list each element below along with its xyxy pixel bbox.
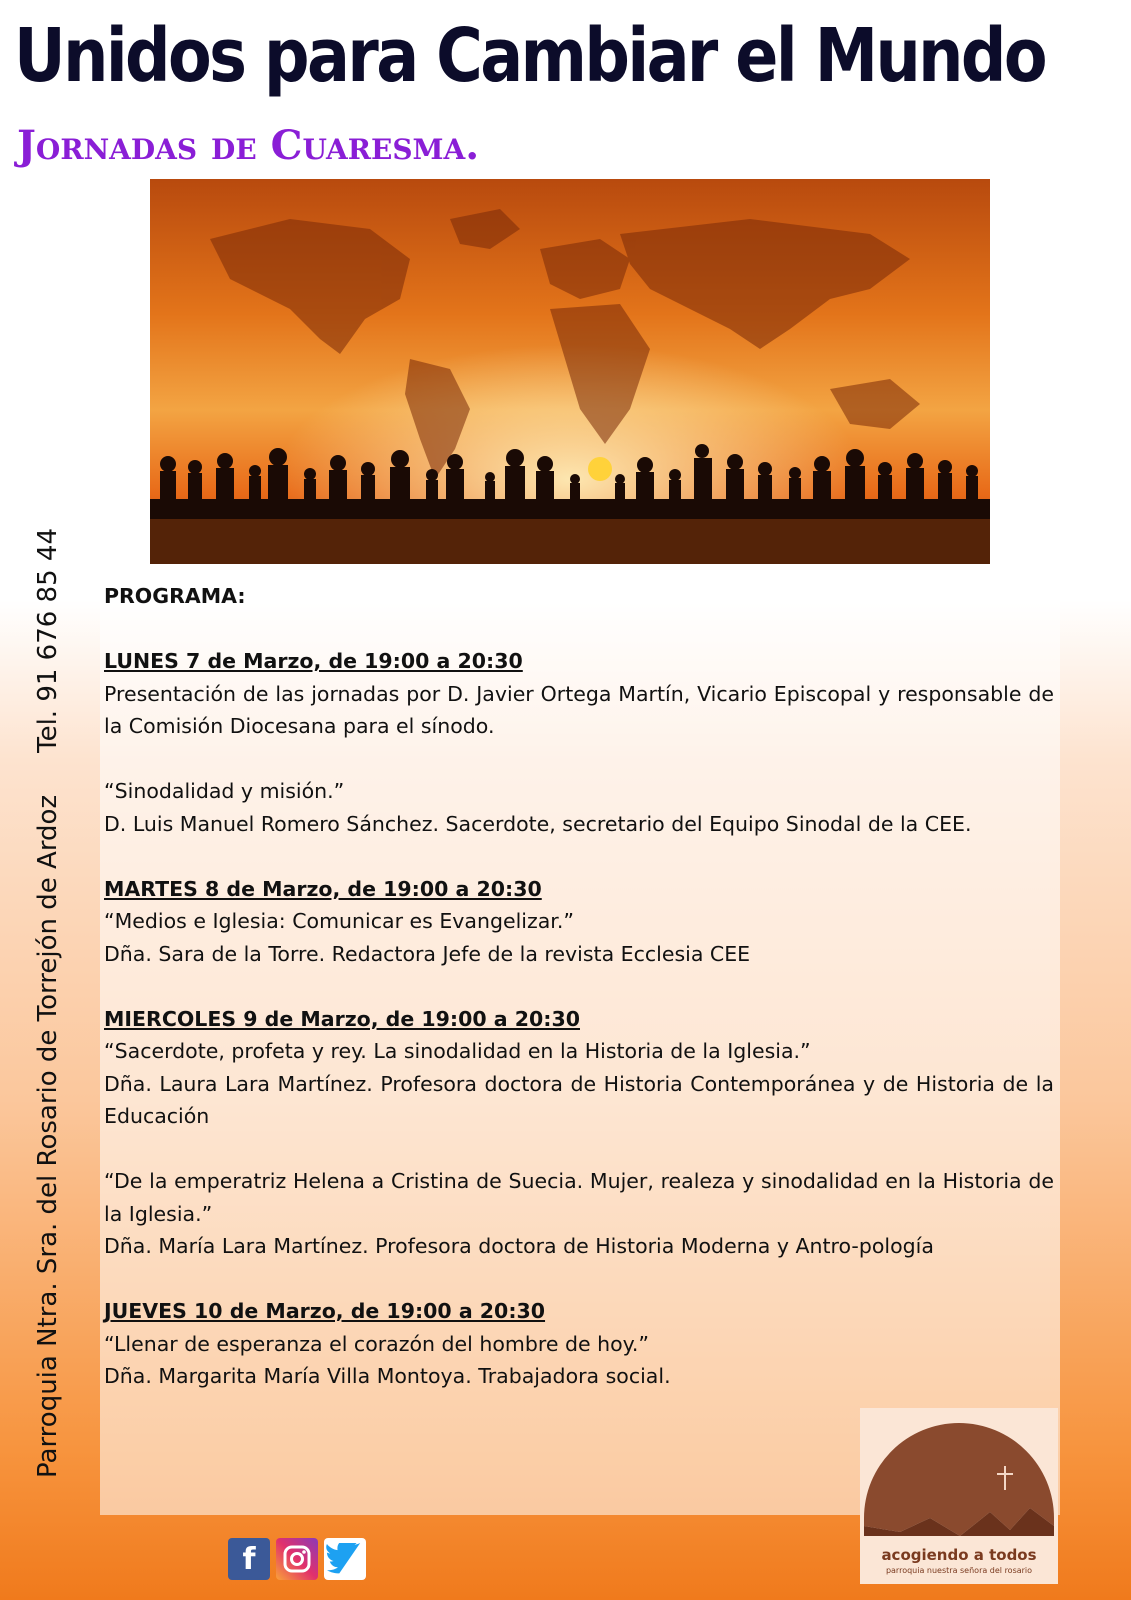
facebook-letter: f: [242, 1541, 256, 1577]
day-date: MARTES 8 de Marzo, de 19:00 a 20:30: [104, 876, 542, 901]
talk-speaker: Dña. María Lara Martínez. Profesora doctora de Historia Moderna y Antro-pología: [104, 1234, 934, 1258]
talk-title: “Sinodalidad y misión.”: [104, 779, 345, 803]
parish-name: Parroquia Ntra. Sra. del Rosario de Torrejón de Ardoz: [33, 794, 63, 1478]
poster-title: Unidos para Cambiar el Mundo: [14, 13, 1046, 99]
poster-subtitle: Jornadas de Cuaresma.: [17, 122, 480, 169]
hero-image: [150, 179, 990, 564]
program-heading: PROGRAMA:: [104, 584, 246, 608]
logo-sub: parroquia nuestra señora del rosario: [885, 1566, 1033, 1575]
facebook-icon[interactable]: [228, 1538, 270, 1580]
day-intro: Presentación de las jornadas por D. Javier Ortega Martín, Vicario Episcopal y responsable de la Comisión Diocesana para el sínodo.: [104, 681, 1054, 738]
program: [104, 580, 1054, 1393]
instagram-icon[interactable]: [276, 1538, 318, 1580]
day-date: JUEVES 10 de Marzo, de 19:00 a 20:30: [104, 1299, 546, 1323]
talk-title: “Sacerdote, profeta y rey. La sinodalidad en la Historia de la Iglesia.”: [104, 1039, 811, 1063]
talk-speaker: Dña. Margarita María Villa Montoya. Trabajadora social.: [104, 1364, 671, 1388]
social-icons: [228, 1538, 370, 1584]
talk-title: “De la emperatriz Helena a Cristina de Suecia. Mujer, realeza y sinodalidad en la Historia de la Iglesia.”: [104, 1169, 1054, 1226]
parish-logo: [860, 1408, 1058, 1584]
talk-speaker: D. Luis Manuel Romero Sánchez. Sacerdote, secretario del Equipo Sinodal de la CEE.: [104, 811, 972, 836]
day-date: MIERCOLES 9 de Marzo, de 19:00 a 20:30: [104, 1006, 580, 1031]
parish-contact: [28, 358, 68, 1478]
parish-phone: Tel. 91 676 85 44: [33, 528, 63, 753]
talk-speaker: Dña. Sara de la Torre. Redactora Jefe de la revista Ecclesia CEE: [104, 941, 751, 966]
talk-title: “Llenar de esperanza el corazón del hombre de hoy.”: [104, 1331, 650, 1356]
logo-tagline: acogiendo a todos: [881, 1546, 1037, 1564]
talk-title: “Medios e Iglesia: Comunicar es Evangelizar.”: [104, 909, 574, 933]
twitter-icon[interactable]: [324, 1538, 366, 1580]
talk-speaker: Dña. Laura Lara Martínez. Profesora doctora de Historia Contemporánea y de Historia de la Educación: [104, 1071, 1054, 1128]
day-date: LUNES 7 de Marzo, de 19:00 a 20:30: [104, 649, 523, 673]
